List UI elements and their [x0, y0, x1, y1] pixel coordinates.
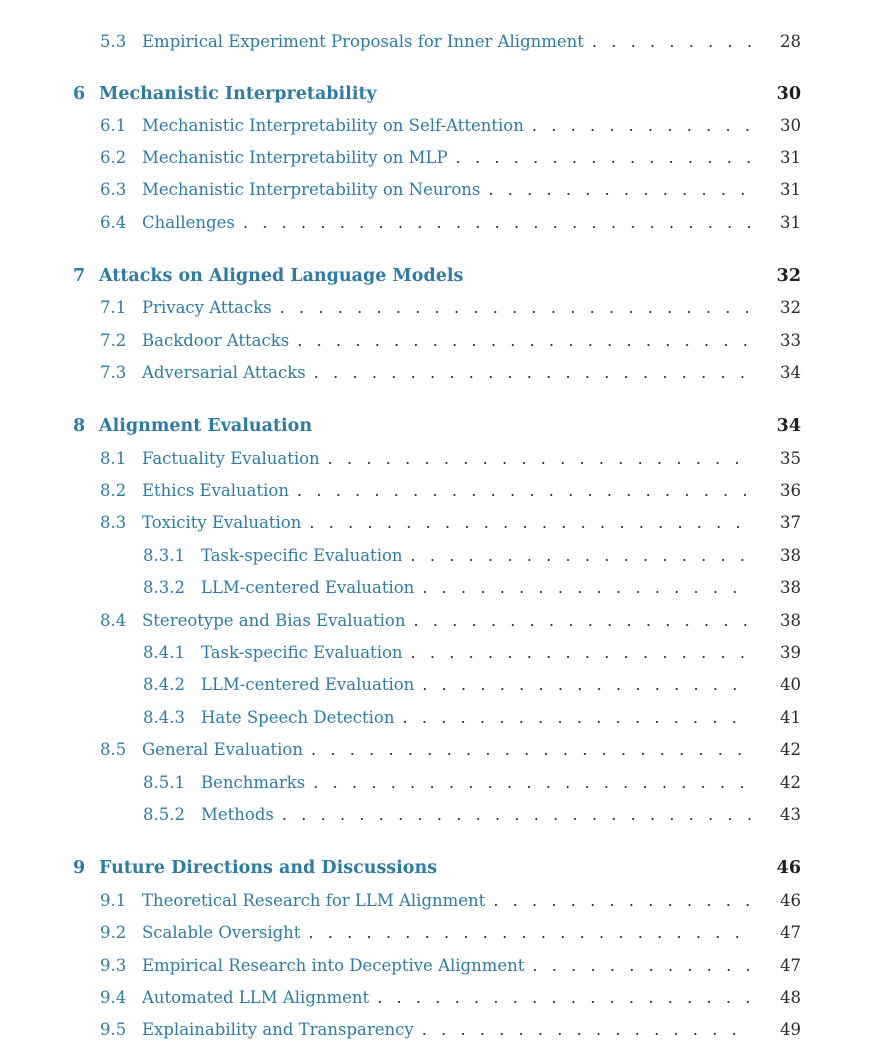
toc-dot-leader — [592, 30, 751, 54]
toc-page-number[interactable]: 30 — [776, 84, 801, 104]
toc-dot-leader — [311, 738, 751, 762]
toc-entry-number: 9.5 — [100, 1020, 127, 1039]
toc-dot-leader — [297, 479, 751, 503]
toc-section-entry[interactable] — [0, 986, 801, 1010]
toc-entry-number: 9.1 — [100, 891, 127, 910]
toc-entry-title[interactable]: Hate Speech Detection — [201, 708, 395, 727]
toc-page-number[interactable]: 40 — [780, 675, 801, 694]
toc-entry-number: 9.4 — [100, 988, 127, 1007]
toc-entry-title[interactable]: General Evaluation — [142, 740, 303, 759]
toc-entry-title[interactable]: Alignment Evaluation — [99, 416, 313, 436]
toc-page-number[interactable]: 38 — [780, 611, 801, 630]
toc-entry-title[interactable]: Privacy Attacks — [142, 298, 272, 317]
toc-dot-leader — [313, 771, 751, 795]
toc-entry-number: 8.3 — [100, 513, 127, 532]
toc-section-entry[interactable] — [0, 329, 801, 353]
toc-page-number[interactable]: 49 — [780, 1020, 801, 1039]
toc-subsection-entry[interactable] — [0, 641, 801, 665]
toc-page-number[interactable]: 38 — [780, 546, 801, 565]
toc-subsection-entry[interactable] — [0, 673, 801, 697]
toc-entry-number: 7.3 — [100, 363, 127, 382]
toc-subsection-entry[interactable] — [0, 771, 801, 795]
toc-page-number[interactable]: 46 — [780, 891, 801, 910]
toc-page-number[interactable]: 31 — [780, 148, 801, 167]
toc-dot-leader — [532, 114, 751, 138]
toc-entry-title[interactable]: Automated LLM Alignment — [142, 988, 370, 1007]
toc-section-entry[interactable] — [0, 1018, 801, 1042]
toc-dot-leader — [411, 641, 751, 665]
toc-page-number[interactable]: 31 — [780, 213, 801, 232]
toc-entry-number: 9 — [73, 858, 86, 878]
toc-entry-number: 8.3.2 — [143, 578, 185, 597]
toc-entry-number: 8.4.2 — [143, 675, 185, 694]
toc-entry-number: 6.2 — [100, 148, 127, 167]
toc-chapter-entry[interactable] — [0, 414, 801, 438]
toc-subsection-entry[interactable] — [0, 706, 801, 730]
toc-entry-title[interactable]: Explainability and Transparency — [142, 1020, 414, 1039]
toc-section-entry[interactable] — [0, 921, 801, 945]
toc-section-entry[interactable] — [0, 146, 801, 170]
toc-entry-title[interactable]: Methods — [201, 805, 274, 824]
toc-entry-title[interactable]: Challenges — [142, 213, 235, 232]
toc-entry-title[interactable]: Attacks on Aligned Language Models — [99, 266, 464, 286]
toc-entry-number: 8.5 — [100, 740, 127, 759]
toc-page-number[interactable]: 47 — [780, 956, 801, 975]
toc-page-number[interactable]: 42 — [780, 773, 801, 792]
toc-dot-leader — [243, 211, 751, 235]
toc-entry-title[interactable]: Scalable Oversight — [142, 923, 301, 942]
toc-chapter-entry[interactable] — [0, 856, 801, 880]
toc-section-entry[interactable] — [0, 296, 801, 320]
toc-dot-leader — [402, 706, 751, 730]
toc-page-number[interactable]: 46 — [776, 858, 801, 878]
toc-section-entry[interactable] — [0, 447, 801, 471]
toc-dot-leader — [422, 1018, 751, 1042]
toc-entry-number: 8.3.1 — [143, 546, 185, 565]
toc-entry-title[interactable]: Task-specific Evaluation — [201, 546, 403, 565]
toc-entry-title[interactable]: Mechanistic Interpretability on Neurons — [142, 180, 481, 199]
toc-entry-title[interactable]: Backdoor Attacks — [142, 331, 290, 350]
toc-page-number[interactable]: 38 — [780, 578, 801, 597]
toc-dot-leader — [422, 576, 751, 600]
toc-page-number[interactable]: 32 — [780, 298, 801, 317]
toc-page-number[interactable]: 48 — [780, 988, 801, 1007]
toc-entry-number: 7.2 — [100, 331, 127, 350]
toc-entry-number: 6.3 — [100, 180, 127, 199]
toc-entry-title[interactable]: Task-specific Evaluation — [201, 643, 403, 662]
toc-entry-number: 9.2 — [100, 923, 127, 942]
toc-dot-leader — [413, 609, 751, 633]
toc-section-entry[interactable] — [0, 609, 801, 633]
toc-entry-title[interactable]: LLM-centered Evaluation — [201, 675, 415, 694]
toc-entry-title[interactable]: Factuality Evaluation — [142, 449, 320, 468]
toc-page-number[interactable]: 34 — [780, 363, 801, 382]
toc-entry-number: 7.1 — [100, 298, 127, 317]
toc-entry-number: 7 — [73, 266, 86, 286]
toc-subsection-entry[interactable] — [0, 544, 801, 568]
toc-entry-title[interactable]: Stereotype and Bias Evaluation — [142, 611, 406, 630]
toc-page-number[interactable]: 37 — [780, 513, 801, 532]
toc-entry-number: 8.4.1 — [143, 643, 185, 662]
toc-section-entry[interactable] — [0, 511, 801, 535]
toc-dot-leader — [308, 921, 751, 945]
toc-dot-leader — [297, 329, 751, 353]
toc-section-entry[interactable] — [0, 30, 801, 54]
toc-entry-title[interactable]: Ethics Evaluation — [142, 481, 289, 500]
toc-dot-leader — [280, 296, 751, 320]
toc-page-number[interactable]: 33 — [780, 331, 801, 350]
toc-chapter-entry[interactable] — [0, 82, 801, 106]
toc-entry-title[interactable]: Future Directions and Discussions — [99, 858, 438, 878]
toc-chapter-entry[interactable] — [0, 264, 801, 288]
toc-page-number[interactable]: 43 — [780, 805, 801, 824]
toc-page-number[interactable]: 41 — [780, 708, 801, 727]
toc-entry-title[interactable]: LLM-centered Evaluation — [201, 578, 415, 597]
toc-dot-leader — [422, 673, 751, 697]
toc-entry-number: 6 — [73, 84, 86, 104]
toc-dot-leader — [456, 146, 751, 170]
toc-entry-number: 6.4 — [100, 213, 127, 232]
toc-page-number[interactable]: 42 — [780, 740, 801, 759]
toc-entry-title[interactable]: Mechanistic Interpretability on MLP — [142, 148, 448, 167]
toc-page-number[interactable]: 30 — [780, 116, 801, 135]
toc-entry-title[interactable]: Adversarial Attacks — [142, 363, 306, 382]
toc-section-entry[interactable] — [0, 211, 801, 235]
toc-entry-title[interactable]: Toxicity Evaluation — [142, 513, 302, 532]
toc-section-entry[interactable] — [0, 738, 801, 762]
toc-entry-title[interactable]: Empirical Research into Deceptive Alignment — [142, 956, 525, 975]
toc-entry-number: 8.5.2 — [143, 805, 185, 824]
toc-entry-number: 8.4.3 — [143, 708, 185, 727]
toc-entry-title[interactable]: Empirical Experiment Proposals for Inner Alignment — [142, 32, 584, 51]
toc-page-number[interactable]: 32 — [776, 266, 801, 286]
toc-entry-number: 8.1 — [100, 449, 127, 468]
toc-subsection-entry[interactable] — [0, 803, 801, 827]
toc-dot-leader — [411, 544, 751, 568]
toc-page-number[interactable]: 34 — [776, 416, 801, 436]
toc-section-entry[interactable] — [0, 479, 801, 503]
toc-section-entry[interactable] — [0, 114, 801, 138]
toc-dot-leader — [314, 361, 751, 385]
toc-entry-number: 8.2 — [100, 481, 127, 500]
toc-entry-title[interactable]: Benchmarks — [201, 773, 306, 792]
toc-entry-number: 5.3 — [100, 32, 127, 51]
toc-page-number[interactable]: 47 — [780, 923, 801, 942]
toc-entry-number: 6.1 — [100, 116, 127, 135]
toc-section-entry[interactable] — [0, 889, 801, 913]
toc-dot-leader — [282, 803, 751, 827]
toc-entry-number: 8.5.1 — [143, 773, 185, 792]
toc-section-entry[interactable] — [0, 361, 801, 385]
toc-entry-title[interactable]: Mechanistic Interpretability — [99, 84, 377, 104]
toc-dot-leader — [328, 447, 751, 471]
toc-dot-leader — [493, 889, 751, 913]
toc-entry-number: 8 — [73, 416, 86, 436]
toc-page-number[interactable]: 36 — [780, 481, 801, 500]
toc-page-number[interactable]: 28 — [780, 32, 801, 51]
toc-dot-leader — [532, 954, 751, 978]
toc-page-number[interactable]: 39 — [780, 643, 801, 662]
toc-dot-leader — [377, 986, 751, 1010]
toc-entry-number: 8.4 — [100, 611, 127, 630]
toc-page-number[interactable]: 31 — [780, 180, 801, 199]
toc-dot-leader — [488, 178, 751, 202]
toc-entry-title[interactable]: Theoretical Research for LLM Alignment — [142, 891, 486, 910]
toc-dot-leader — [309, 511, 751, 535]
toc-entry-number: 9.3 — [100, 956, 127, 975]
toc-section-entry[interactable] — [0, 954, 801, 978]
toc-page-number[interactable]: 35 — [780, 449, 801, 468]
toc-subsection-entry[interactable] — [0, 576, 801, 600]
toc-section-entry[interactable] — [0, 178, 801, 202]
toc-entry-title[interactable]: Mechanistic Interpretability on Self-Attention — [142, 116, 524, 135]
